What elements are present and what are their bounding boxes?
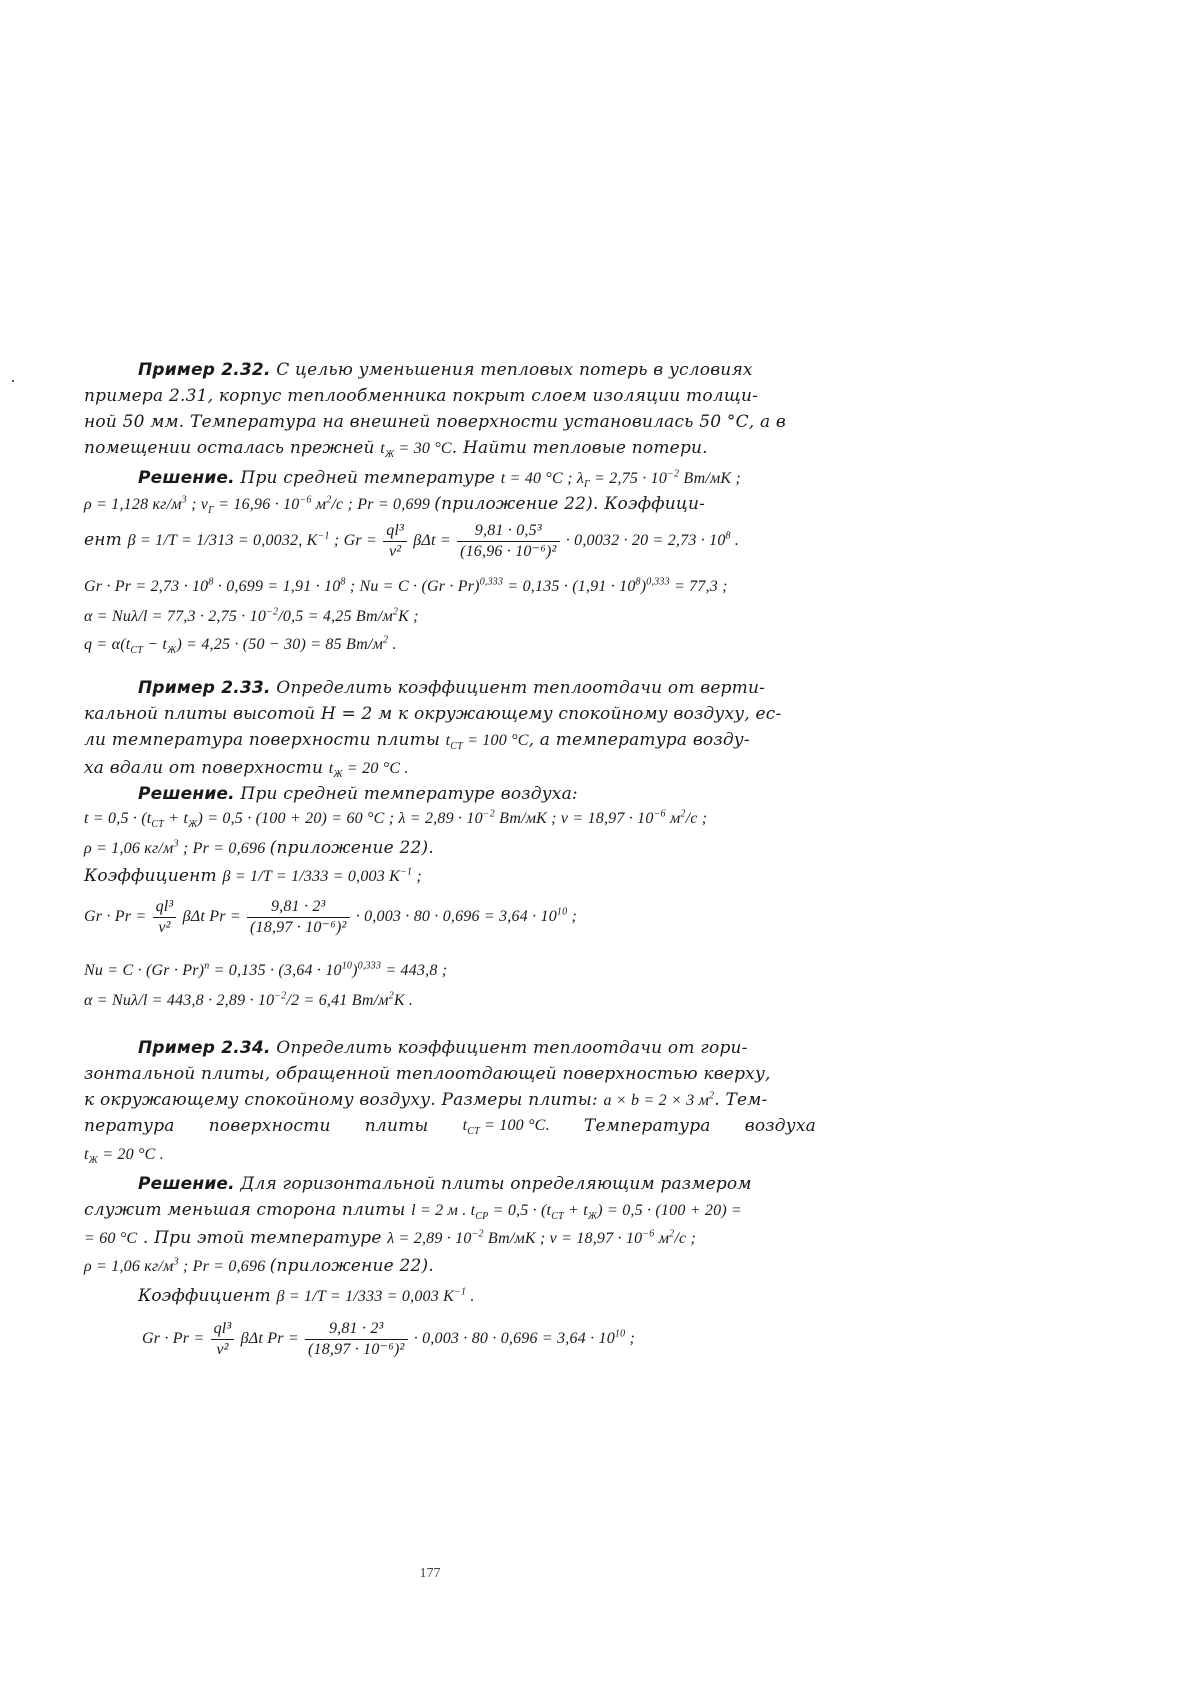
formula: $\alpha = Nu\lambda/l = 77,3 \cdot 2,75 \cdot 10^{-2}/0,5 = 4,25$ $Вт/м^2К$ ; (84, 606, 419, 625)
ex233-line-3: ли температура поверхности плиты $t_{СТ} = 100$ °C, а температура возду- (84, 730, 750, 753)
ex234-line-1: Пример 2.34. Определить коэффициент теплоотдачи от гори- (138, 1038, 748, 1058)
formula: $q = \alpha(t_{СТ} - t_Ж) = 4,25 \cdot (50 - 30) = 85$ $Вт/м^2$ . (84, 634, 397, 657)
formula: Gr · Pr = $\frac{\text{ql³}}{\text{ν²}}$ βΔt Pr = $\frac{\text{9,81 · 2³}}{\text{(18,97 · 10⁻⁶)²}}$ · $0,003 \cdot 80 \cdot 0,696 = 3,64 \cdot 10^{10}$ ; (84, 897, 578, 936)
ex234-solution-line-5: Коэффициент β = 1/T = 1/333 = 0,003 $K^{-1}$ . (138, 1286, 475, 1306)
ex233-solution-heading: Решение. (138, 784, 235, 804)
ex234-line-2: зонтальной плиты, обращенной теплоотдающей поверхностью кверху, (84, 1064, 771, 1084)
ex232-solution-line-3: ент β = 1/T = 1/313 = 0,0032, $K^{-1}$ ; Gr = $\frac{\text{ql³}}{\text{ν²}}$ βΔt = $\frac{\text{9,81 · 0,5³}}{\text{(16,96 · 10⁻⁶)²}}$ · $0,0032 \cdot 20 = 2,73 \cdot 10^8$ . (84, 521, 740, 560)
formula: ρ = 1,128 $кг/м^3$ ; $\nu_Г = 16,96 \cdot 10^{-6}$ $м^2/с$ ; Pr = 0,699 (84, 494, 435, 517)
fraction: $\frac{\text{ql³}}{\text{ν²}}$ (211, 1319, 235, 1360)
ex234-solution-line-6 (142, 1314, 874, 1362)
ex233-heading: Пример 2.33. (138, 678, 271, 698)
formula: β = 1/T = 1/333 = 0,003 $K^{-1}$ ; (222, 866, 422, 885)
ex232-line-1: Пример 2.32. С целью уменьшения тепловых потерь в условиях (138, 360, 753, 380)
formula: β = 1/T = 1/333 = 0,003 $K^{-1}$ . (276, 1286, 475, 1305)
ex233-solution-line-5 (84, 892, 816, 940)
ex234-solution-line-3: = 60 °C . При этой температуре $\lambda = 2,89 \cdot 10^{-2}$ Вт/мК ; $\nu = 18,97 \cdot 10^{-6}$ $м^2/с$ ; (84, 1228, 697, 1248)
fraction: $\frac{\text{9,81 · 2³}}{\text{(18,97 · 10⁻⁶)²}}$ (305, 1319, 407, 1360)
fraction: $\frac{\text{ql³}}{\text{ν²}}$ (153, 897, 177, 938)
ex233-solution-line-1: Решение. При средней температуре воздуха: (138, 784, 578, 804)
ex233-solution-line-4: Коэффициент β = 1/T = 1/333 = 0,003 $K^{-1}$ ; (84, 866, 422, 886)
formula: β = 1/T = 1/313 = 0,0032, $K^{-1}$ ; Gr = $\frac{\text{ql³}}{\text{ν²}}$ βΔt = $\frac{\text{9,81 · 0,5³}}{\text{(16,96 · 10⁻⁶)²}}$ · $0,0032 \cdot 20 = 2,73 \cdot 10^8$ . (127, 521, 740, 560)
formula: t = 40 °C ; $\lambda_Г = 2,75 \cdot 10^{-2}$ Вт/мК ; (500, 468, 741, 491)
ex232-heading: Пример 2.32. (138, 360, 271, 380)
ex234-line-3: к окружающему спокойному воздуху. Размеры плиты: a × b = 2 × 3 $м^2$. Тем- (84, 1090, 768, 1110)
formula: $t_{СТ} = 100$ °C (445, 732, 529, 753)
page-number: 177 (419, 1566, 441, 1581)
ex232-line-2: примера 2.31, корпус теплообменника покрыт слоем изоляции толщи- (84, 386, 759, 406)
scan-speck (12, 380, 14, 382)
ex234-line-5 (84, 1142, 816, 1167)
ex233-solution-line-3: ρ = 1,06 $кг/м^3$ ; Pr = 0,696 (приложение 22). (84, 838, 434, 858)
ex232-solution-line-6 (84, 632, 816, 657)
ex233-solution-line-6 (84, 958, 816, 983)
formula: a × b = 2 × 3 $м^2$ (603, 1090, 715, 1109)
ex232-solution-line-4 (84, 574, 816, 599)
ex234-solution-heading: Решение. (138, 1174, 235, 1194)
formula: $t = 0,5 \cdot (t_{СТ} + t_Ж) = 0,5 \cdot (100 + 20) = 60$ °C ; $\lambda = 2,89 \cdot 10^{-2}$ Вт/мК ; $\nu = 18,97 \cdot 10^{-6}$ $м^2/с$ ; (84, 808, 708, 831)
ex232-solution-line-5 (84, 604, 816, 629)
ex234-solution-line-2: служит меньшая сторона плиты l = 2 м . $t_{СР} = 0,5 \cdot (t_{СТ} + t_Ж) = 0,5 \cdot (100 + 20)$ = (84, 1200, 743, 1223)
ex234-line-4: пература поверхности плиты $t_{СТ} = 100$ °C. Температура воздуха (84, 1116, 816, 1138)
ex234-solution-line-1: Решение. Для горизонтальной плиты определяющим размером (138, 1174, 752, 1194)
formula: $t_Ж = 30$ °C (380, 440, 452, 461)
formula: = 60 °C (84, 1230, 138, 1247)
ex233-solution-line-2 (84, 806, 816, 831)
formula: $t_Ж = 20$ °C . (328, 760, 409, 781)
ex234-heading: Пример 2.34. (138, 1038, 271, 1058)
ex232-solution-line-2: ρ = 1,128 $кг/м^3$ ; $\nu_Г = 16,96 \cdot 10^{-6}$ $м^2/с$ ; Pr = 0,699 (приложение 22). Коэффици- (84, 494, 706, 517)
formula: $\alpha = Nu\lambda/l = 443,8 \cdot 2,89 \cdot 10^{-2}/2 = 6,41$ $Вт/м^2К$ . (84, 990, 414, 1009)
formula: ρ = 1,06 $кг/м^3$ ; Pr = 0,696 (84, 838, 270, 857)
ex233-line-4: ха вдали от поверхности $t_Ж = 20$ °C . (84, 758, 409, 781)
fraction: $\frac{\text{9,81 · 0,5³}}{\text{(16,96 · 10⁻⁶)²}}$ (457, 521, 559, 562)
formula: $Nu = C \cdot (Gr \cdot Pr)^n = 0,135 \cdot (3,64 \cdot 10^{10})^{0,333} = 443,8$ ; (84, 960, 448, 979)
fraction: $\frac{\text{ql³}}{\text{ν²}}$ (383, 521, 407, 562)
formula: Gr · Pr = $\frac{\text{ql³}}{\text{ν²}}$ βΔt Pr = $\frac{\text{9,81 · 2³}}{\text{(18,97 · 10⁻⁶)²}}$ · $0,003 \cdot 80 \cdot 0,696 = 3,64 \cdot 10^{10}$ ; (142, 1319, 636, 1358)
ex232-line-3: ной 50 мм. Температура на внешней поверхности установилась 50 °С, а в (84, 412, 787, 432)
ex232-solution-line-1: Решение. При средней температуре t = 40 °C ; $\lambda_Г = 2,75 \cdot 10^{-2}$ Вт/мК ; (138, 468, 741, 491)
ex234-solution-line-4: ρ = 1,06 $кг/м^3$ ; Pr = 0,696 (приложение 22). (84, 1256, 434, 1276)
formula: ρ = 1,06 $кг/м^3$ ; Pr = 0,696 (84, 1256, 270, 1275)
fraction: $\frac{\text{9,81 · 2³}}{\text{(18,97 · 10⁻⁶)²}}$ (247, 897, 349, 938)
formula: $\lambda = 2,89 \cdot 10^{-2}$ Вт/мК ; $\nu = 18,97 \cdot 10^{-6}$ $м^2/с$ ; (387, 1228, 697, 1247)
ex232-solution-heading: Решение. (138, 468, 235, 488)
formula: $Gr \cdot Pr = 2,73 \cdot 10^8 \cdot 0,699 = 1,91 \cdot 10^8$ ; $Nu = C \cdot (Gr \cdot Pr)^{0,333} = 0,135 \cdot (1,91 \cdot 10^8)^{0,333} = 77,3$ ; (84, 576, 728, 595)
ex232-line-4: помещении осталась прежней $t_Ж = 30$ °C. Найти тепловые потери. (84, 438, 708, 461)
formula: $t_{СТ} = 100$ °C. (462, 1117, 550, 1138)
formula: l = 2 м . $t_{СР} = 0,5 \cdot (t_{СТ} + t_Ж) = 0,5 \cdot (100 + 20)$ = (411, 1202, 743, 1223)
ex233-line-2: кальной плиты высотой H = 2 м к окружающему спокойному воздуху, ес- (84, 704, 782, 724)
ex233-solution-line-7 (84, 988, 816, 1013)
formula: $t_Ж = 20$ °C . (84, 1146, 164, 1167)
ex233-line-1: Пример 2.33. Определить коэффициент теплоотдачи от верти- (138, 678, 766, 698)
